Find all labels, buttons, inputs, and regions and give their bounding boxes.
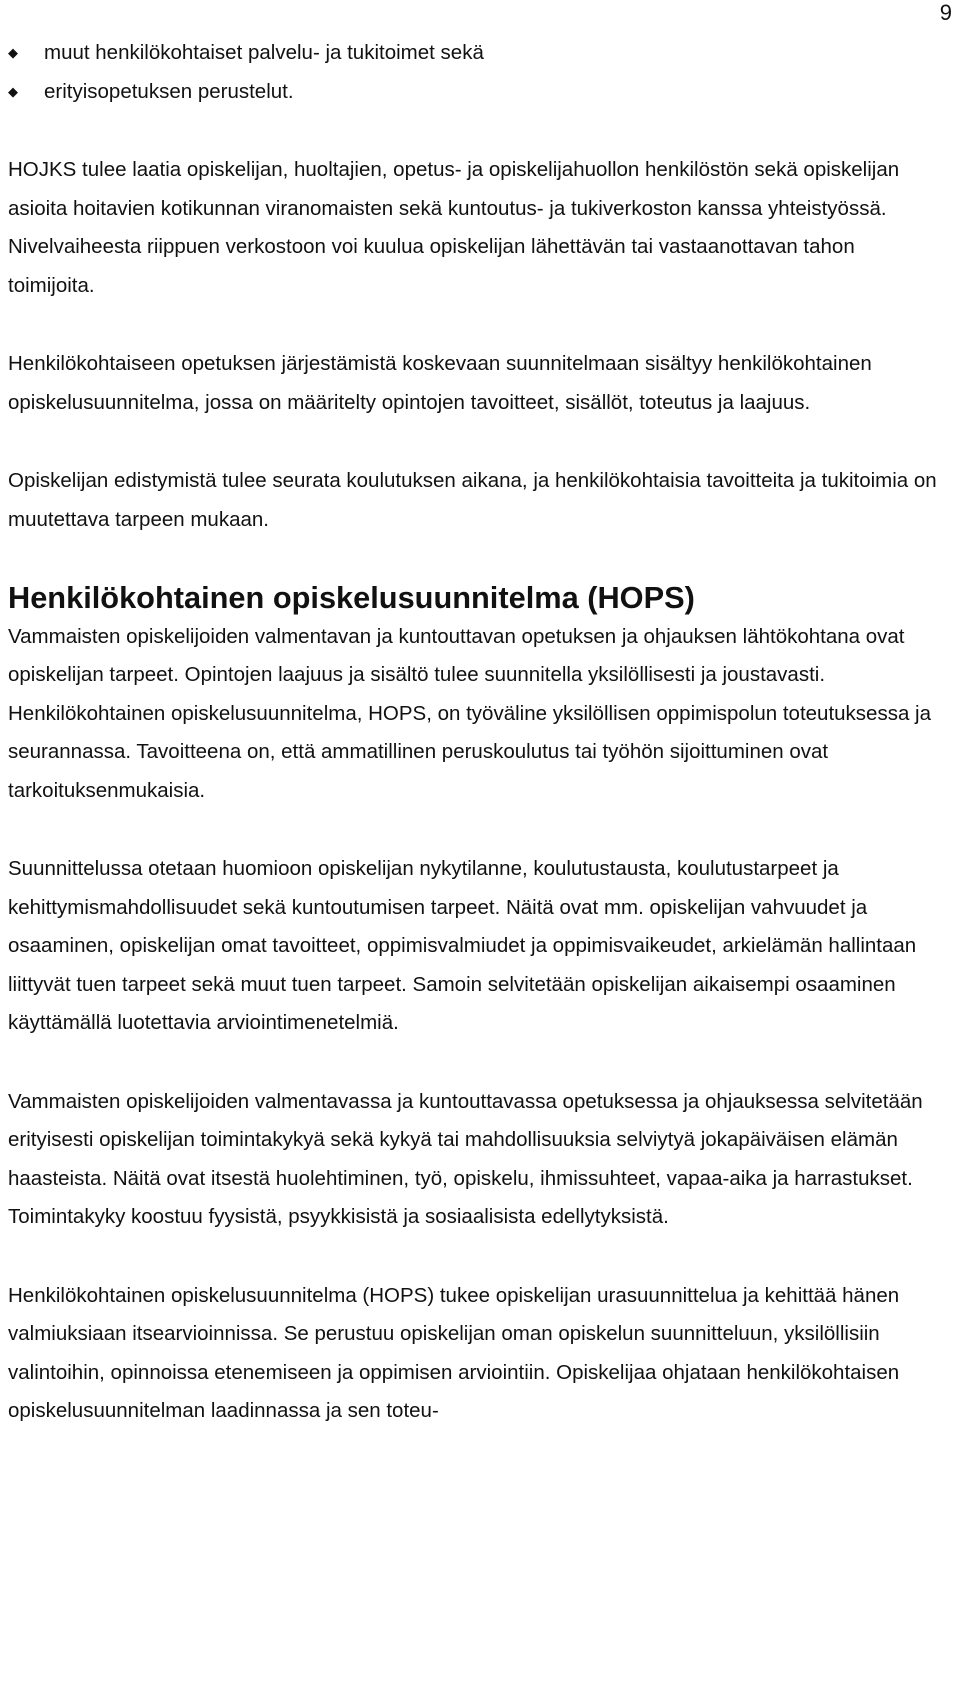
list-item-text: erityisopetuksen perustelut.	[44, 79, 294, 103]
list-item-text: muut henkilökohtaiset palvelu- ja tukitoimet sekä	[44, 41, 484, 64]
spacer	[8, 810, 938, 850]
spacer	[8, 305, 938, 345]
spacer	[8, 539, 938, 579]
paragraph-hojks: HOJKS tulee laatia opiskelijan, huoltajien, opetus- ja opiskelijahuollon henkilöstön sekä opiskelijan asioita hoitavien kotikunnan viranomaisten sekä kuntoutus- ja tukiverkoston kanssa yhteistyössä. Nivelvaiheesta riippuen verkostoon voi kuulua opiskelijan lähettävän tai vastaanottavan tahon toimijoita.	[8, 158, 900, 297]
page-number: 9	[939, 0, 952, 25]
paragraph-plan: Henkilökohtaiseen opetuksen järjestämistä koskevaan suunnitelmaan sisältyy henkilökohtainen opiskelusuunnitelma, jossa on määritelty opintojen tavoitteet, sisällöt, toteutus ja laajuus.	[8, 352, 872, 414]
paragraph-planning: Suunnittelussa otetaan huomioon opiskelijan nykytilanne, koulutustausta, koulutustarpeet ja kehittymismahdollisuudet sekä kuntoutumisen tarpeet. Näitä ovat mm. opiskelijan vahvuudet ja osaaminen, opiskelijan omat tavoitteet, oppimisvalmiudet ja oppimisvaikeudet, arkielämän hallintaan liittyvät tuen tarpeet sekä muut tuen tarpeet. Samoin selvitetään opiskelijan aikaisempi osaaminen käyttämällä luotettavia arviointimenetelmiä.	[8, 857, 917, 1034]
spacer	[8, 1043, 938, 1083]
document-body	[8, 34, 938, 1431]
bullet-diamond-icon: ◆	[8, 45, 18, 60]
bullet-diamond-icon: ◆	[8, 83, 18, 99]
section-heading: Henkilökohtainen opiskelusuunnitelma (HOPS)	[8, 580, 695, 615]
spacer	[8, 1237, 938, 1277]
paragraph-hops-intro: Vammaisten opiskelijoiden valmentavan ja kuntouttavan opetuksen ja ohjauksen lähtökohtana ovat opiskelijan tarpeet. Opintojen laajuus ja sisältö tulee suunnitella yksilöllisesti ja joustavasti. Henkilökohtainen opiskelusuunnitelma, HOPS, on työväline yksilöllisen oppimispolun toteutuksessa ja seurannassa. Tavoitteena on, että ammatillinen peruskoulutus tai työhön sijoittuminen ovat tarkoituksenmukaisia.	[8, 624, 932, 802]
paragraph-career-planning: Henkilökohtainen opiskelusuunnitelma (HOPS) tukee opiskelijan urasuunnittelua ja kehittää hänen valmiuksiaan itsearvioinnissa. Se perustuu opiskelijan oman opiskelun suunnitteluun, yksilöllisiin valintoihin, opinnoissa etenemiseen ja oppimisen arviointiin. Opiskelijaa ohjataan henkilökohtaisen opiskelusuunnitelman laadinnassa ja sen toteu-	[8, 1283, 900, 1422]
paragraph-functional-ability: Vammaisten opiskelijoiden valmentavassa ja kuntouttavassa opetuksessa ja ohjauksessa selvitetään erityisesti opiskelijan toimintakykyä sekä kykyä tai mahdollisuuksia selviytyä jokapäiväisen elämän haasteista. Näitä ovat itsestä huolehtiminen, työ, opiskelu, ihmissuhteet, vapaa-aika ja harrastukset. Toimintakyky koostuu fyysistä, psyykkisistä ja sosiaalisista edellytyksistä.	[8, 1089, 923, 1228]
spacer	[8, 111, 938, 151]
spacer	[8, 422, 938, 462]
list-item	[8, 34, 938, 73]
bullet-list	[8, 34, 938, 111]
paragraph-progress: Opiskelijan edistymistä tulee seurata koulutuksen aikana, ja henkilökohtaisia tavoitteita ja tukitoimia on muutettava tarpeen mukaan.	[8, 469, 937, 531]
list-item	[8, 73, 938, 112]
